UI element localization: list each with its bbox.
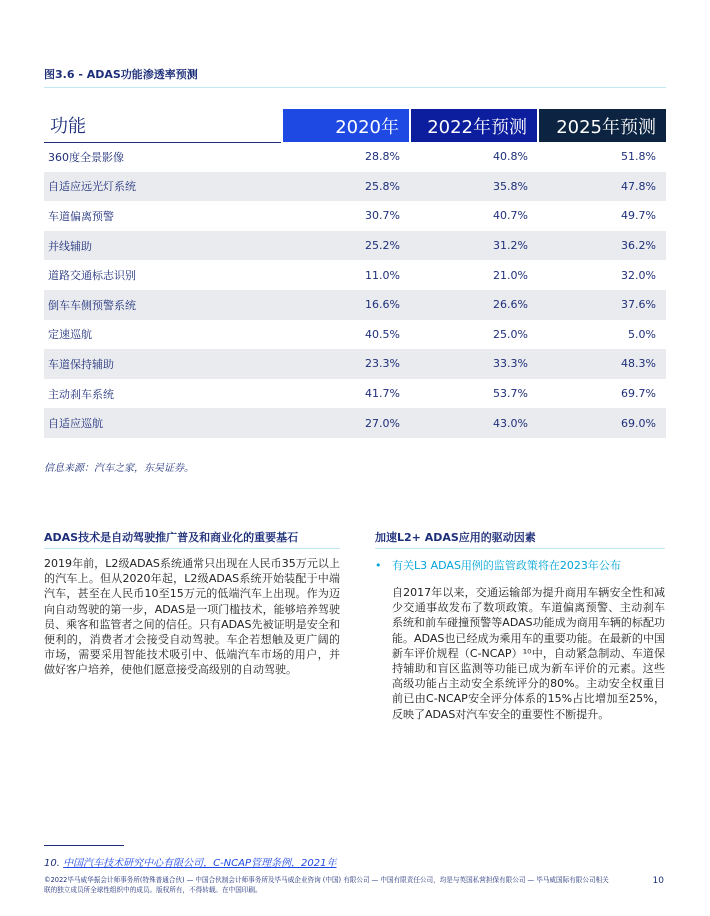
cell-2025: 36.2% <box>538 231 666 261</box>
cell-function: 自适应远光灯系统 <box>44 172 282 202</box>
footnote <box>44 854 336 869</box>
cell-2022: 53.7% <box>493 387 528 401</box>
cell-function: 360度全景影像 <box>48 151 124 165</box>
cell-2020: 41.7% <box>365 387 400 401</box>
legal-notice: ©2022毕马威华振会计师事务所(特殊普通合伙) — 中国合伙制会计师事务所及毕马威企业咨询 (中国) 有限公司 — 中国有限责任公司，均是与英国私营担保有限公司 — 毕马威国际有限公司相关联的独立成员所全球性组织中的成员。版权所有，不得转载。在中国印刷。 <box>44 876 609 894</box>
table-row <box>44 379 666 409</box>
header-2020: 2020年 <box>282 109 410 142</box>
table-body <box>44 142 666 438</box>
right-column-heading: 加速L2+ ADAS应用的驱动因素 <box>375 531 536 544</box>
header-2025-forecast: 2025年预测 <box>538 109 666 142</box>
cell-function: 并线辅助 <box>44 231 282 261</box>
header-2022-forecast: 2022年预测 <box>410 109 538 142</box>
cell-2025: 32.0% <box>621 268 656 282</box>
bullet-text: 有关L3 ADAS用例的监管政策将在2023年公布 <box>392 559 621 572</box>
footnote-link[interactable]: 中国汽车技术研究中心有限公司，C-NCAP管理条例，2021年 <box>63 858 337 869</box>
cell-2025: 48.3% <box>538 349 666 379</box>
table-row <box>44 408 666 438</box>
table-row <box>44 260 666 290</box>
cell-2022: 40.8% <box>493 150 528 164</box>
header-function: 功能 <box>44 109 282 142</box>
cell-function: 道路交通标志识别 <box>48 269 136 283</box>
cell-function: 车道偏离预警 <box>48 209 114 223</box>
cell-2022: 25.0% <box>493 327 528 341</box>
cell-2022: 21.0% <box>493 268 528 282</box>
divider <box>44 87 666 88</box>
table-row <box>44 290 666 320</box>
cell-function: 自适应巡航 <box>44 408 282 438</box>
cell-2025: 51.8% <box>621 150 656 164</box>
cell-2022: 31.2% <box>410 231 538 261</box>
table-row <box>44 142 666 172</box>
cell-2025: 69.7% <box>621 387 656 401</box>
cell-2025: 5.0% <box>628 327 656 341</box>
footnote-number: 10. <box>44 858 60 869</box>
divider <box>375 548 665 549</box>
cell-2020: 30.7% <box>365 209 400 223</box>
cell-2022: 26.6% <box>410 290 538 320</box>
figure-title: 图3.6 - ADAS功能渗透率预测 <box>44 68 198 81</box>
page-number: 10 <box>652 876 664 886</box>
cell-function: 主动刹车系统 <box>48 387 114 401</box>
cell-2020: 28.8% <box>365 150 400 164</box>
cell-2022: 35.8% <box>410 172 538 202</box>
cell-2020: 27.0% <box>282 408 410 438</box>
adas-penetration-table <box>44 109 666 438</box>
cell-2025: 37.6% <box>538 290 666 320</box>
cell-2020: 16.6% <box>282 290 410 320</box>
cell-function: 倒车车侧预警系统 <box>44 290 282 320</box>
cell-function: 车道保持辅助 <box>44 349 282 379</box>
left-column-heading: ADAS技术是自动驾驶推广普及和商业化的重要基石 <box>44 531 299 544</box>
cell-2020: 25.2% <box>282 231 410 261</box>
cell-function: 定速巡航 <box>48 328 92 342</box>
right-column-body: 自2017年以来，交通运输部为提升商用车辆安全性和减少交通事故发布了数项政策。车道偏离预警、主动刹车系统和前车碰撞预警等ADAS功能成为商用车辆的标配功能。ADAS也已经成为乘用车的重要功能。在最新的中国新车评价规程（C-NCAP）¹⁰中，自动紧急制动、车道保持辅助和盲区监测等功能已成为新车评价的元素。这些高级功能占主动安全系统评分的80%。主动安全权重目前已由C-NCAP安全评分体系的15%占比增加至25%，反映了ADAS对汽车安全的重要性不断提升。 <box>392 586 665 721</box>
cell-2022: 40.7% <box>493 209 528 223</box>
bullet-icon: • <box>375 559 382 572</box>
table-row <box>44 320 666 350</box>
table-row <box>44 349 666 379</box>
table-row <box>44 172 666 202</box>
source-note: 信息来源：汽车之家，东吴证券。 <box>44 463 194 474</box>
left-column-body: 2019年前，L2级ADAS系统通常只出现在人民币35万元以上的汽车上。但从2020年起，L2级ADAS系统开始装配于中端汽车，甚至在人民币10至15万元的低端汽车上出现。作为迈向自动驾驶的第一步，ADAS是一项门槛技术，能够培养驾驶员、乘客和监管者之间的信任。只有ADAS先被证明是安全和便利的，消费者才会接受自动驾驶。车企若想触及更广阔的市场，需要采用智能技术吸引中、低端汽车市场的用户，并做好客户培养，使他们愿意接受高级别的自动驾驶。 <box>44 557 340 677</box>
cell-2020: 40.5% <box>365 327 400 341</box>
table-row <box>44 231 666 261</box>
bullet-item <box>375 557 621 573</box>
table-row <box>44 201 666 231</box>
cell-2025: 69.0% <box>538 408 666 438</box>
table-header-row <box>44 109 666 142</box>
cell-2022: 43.0% <box>410 408 538 438</box>
cell-2025: 47.8% <box>538 172 666 202</box>
divider <box>44 548 340 549</box>
cell-2025: 49.7% <box>621 209 656 223</box>
cell-2020: 11.0% <box>365 268 400 282</box>
cell-2020: 25.8% <box>282 172 410 202</box>
cell-2022: 33.3% <box>410 349 538 379</box>
footnote-divider <box>44 845 124 846</box>
cell-2020: 23.3% <box>282 349 410 379</box>
